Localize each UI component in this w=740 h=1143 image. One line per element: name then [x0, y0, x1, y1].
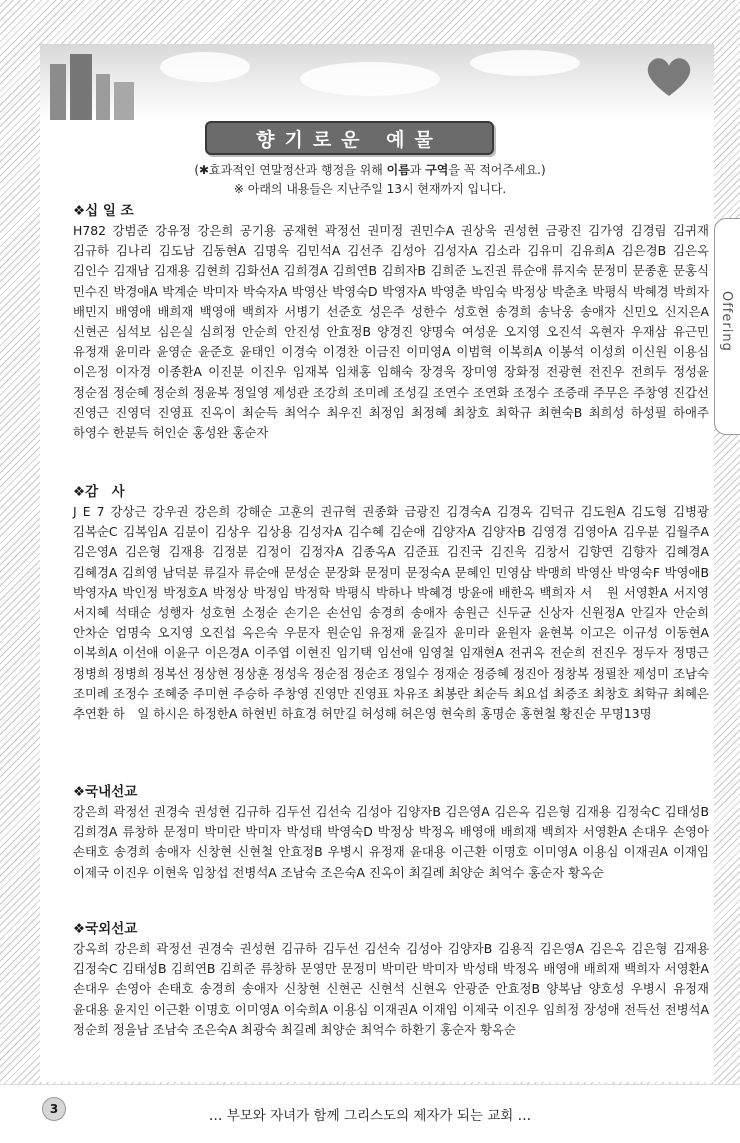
- page-number: 3: [42, 1097, 66, 1121]
- header-banner: [40, 44, 714, 120]
- notice-line-2: ※ 아래의 내용들은 지난주일 13시 현재까지 입니다.: [233, 182, 507, 196]
- cloud-decoration: [300, 62, 440, 96]
- notice-text: (✱효과적인 연말정산과 행정을 위해: [194, 163, 387, 177]
- building-decoration: [50, 64, 66, 120]
- notice-bold-district: 구역: [425, 163, 449, 177]
- notice-line-1: [0, 161, 740, 178]
- section-thanksgiving: [73, 482, 709, 724]
- section-heading: ❖국외선교: [73, 921, 138, 937]
- building-decoration: [70, 54, 92, 120]
- heart-icon: [642, 54, 696, 98]
- side-tab-label: Offering: [719, 291, 734, 352]
- footer-motto: … 부모와 자녀가 함께 그리스도의 제자가 되는 교회 …: [208, 1108, 532, 1124]
- notice-text: 과: [409, 163, 426, 177]
- page-title-box: [205, 121, 494, 155]
- section-overseas-mission: [73, 919, 709, 1040]
- building-decoration: [96, 74, 110, 120]
- cloud-decoration: [470, 50, 580, 76]
- section-heading: ❖국내선교: [73, 784, 138, 800]
- section-heading: ❖감 사: [73, 484, 125, 500]
- notice-bold-name: 이름: [386, 163, 410, 177]
- building-decoration: [114, 82, 134, 120]
- section-name-list: H782 강범준 강유정 강은희 공기용 공재현 곽정선 권미정 권민수A 권상욱 권성현 금광진 김가영 김경림 김귀재 김규하 김나리 김도남 김동현A 김명욱 김민석A 김선주 김성아 김성자A 김소라 김유미 김유희A 김은경B 김은옥 김인수 김재남 김재용 김현희 김화선A 김희경A 김희연B 김희자B 김희준 노진권 류순애 류지숙 문정미 문종훈 문홍식 민수진 박경애A 박계순 박미자 박숙자A 박영산 박영숙D 박영자A 박영춘 박임숙 박정상 박춘초 박평식 박혜경 박희자 배민지 배영애 배희재 백영애 백희자 서병기 선준호 성은주 성한수 성호현 송경희 송낙웅 송애자 신민오 신지은A 신현곤 심석보 심은실 심희정 안순희 안진성 안효정B 양경진 양명숙 여성운 오지영 오진석 옥현자 우재삼 유근민 유정재 윤미라 윤영순 윤준호 윤태인 이경숙 이경찬 이금진 이미영A 이범혁 이복희A 이봉석 이성희 이신원 이용심 이은정 이자경 이종환A 이진분 이진우 임재복 임채홍 임해숙 장경욱 장미영 장화정 전광현 전진우 전희두 정성윤 정순점 정순혜 정순희 정윤복 정일영 제성관 조강희 조미례 조성길 조연수 조연화 조정수 조증래 주무은 주창영 진갑선 진영근 진영덕 진영표 진옥이 최순득 최억수 최우진 최정임 최정혜 최창호 최학규 최현숙B 최희성 하성필 하애주 하영수 한분득 허인순 홍성완 홍순자: [73, 223, 709, 441]
- section-name-list: 강옥희 강은희 곽정선 권경숙 권성현 김규하 김두선 김선숙 김성아 김양자B 김용직 김은영A 김은옥 김은형 김재용 김정숙C 김태성B 김희연B 김희준 류창하 문영만 문정미 박미란 박미자 박성태 박정옥 배영애 배희재 백희자 서영환A 손대우 손영아 손태호 송경희 송애자 신창현 신현곤 신현석 신현옥 안광준 안효정B 양복남 양호성 우병시 유정재 윤대용 윤지인 이근환 이명호 이미영A 이숙희A 이용심 이재권A 이재임 이제국 이진우 임희정 장성애 전득선 전병석A 정순희 정을남 조남숙 조은숙A 최광숙 최길례 최양순 최억수 하환기 홍순자 황옥순: [73, 941, 709, 1037]
- section-tithe: [73, 201, 709, 443]
- offering-side-tab: [714, 218, 740, 435]
- page-title: 향기로운 예물: [256, 128, 443, 151]
- section-name-list: 강은희 곽정선 권경숙 권성현 김규하 김두선 김선숙 김성아 김양자B 김은영A 김은옥 김은형 김재용 김정숙C 김태성B 김희경A 류창하 문정미 박미란 박미자 박성태 박영숙D 박정상 박정옥 배영애 배희재 백희자 서영환A 손대우 손영아 손태호 송경희 송애자 신창현 신현철 안효정B 우병시 유정재 윤대용 이근환 이명호 이미영A 이용심 이재권A 이재임 이제국 이진우 이현욱 임창섭 전병석A 조남숙 조은숙A 진옥이 최길례 최양순 최억수 홍순자 황옥순: [73, 804, 709, 880]
- section-domestic-mission: [73, 782, 709, 883]
- cloud-decoration: [160, 52, 250, 82]
- notice-text: 을 꼭 적어주세요.): [448, 163, 546, 177]
- section-heading: ❖십 일 조: [73, 203, 134, 219]
- section-name-list: J E 7 강상근 강우권 강은희 강해순 고훈의 권규혁 권종화 금광진 김경숙A 김경옥 김덕규 김도원A 김도형 김병광 김복순C 김복임A 김분이 김상우 김상용 김성자A 김수혜 김순애 김양자A 김양자B 김영경 김영아A 김우분 김월주A 김은영A 김은형 김재용 김정분 김정이 김정자A 김종옥A 김준표 김진국 김진욱 김창서 김향연 김향자 김혜경A 김혜경A 김희영 남덕분 류길자 류순애 문성순 문장화 문정미 문정숙A 문혜인 민영삼 박맹희 박영산 박영숙F 박영애B 박영자A 박인정 박정호A 박정상 박정임 박정학 박평식 박하나 박혜경 방윤애 배한옥 백희자 서 원 서영환A 서지영 서지혜 석태순 성행자 성호현 소정순 손기은 손선임 송경희 송애자 송원근 신두균 신상자 신원정A 안길자 안순희 안차순 엄명숙 오지영 오진섭 옥은숙 우문자 원순임 유정재 윤길자 윤미라 윤원자 윤현복 이고은 이규성 이동현A 이복희A 이선애 이윤구 이은경A 이주엽 이현진 임기택 임선애 임영철 임재현A 전귀옥 전순희 전진우 정두자 정명근 정병희 정병희 정복선 정상현 정상훈 정성욱 정순점 정순조 정일수 정재순 정증혜 정진아 정창복 정필찬 제성미 조남숙 조미례 조정수 조혜중 주미현 주승하 주창영 진영만 진영표 차유조 최봉란 최순득 최요섭 최증조 최창호 최학규 최혜은 추연환 하 일 하시은 하정한A 하현빈 하효경 허만길 허성해 허은영 현숙희 홍명순 홍현철 황진순 무명13명: [73, 504, 709, 722]
